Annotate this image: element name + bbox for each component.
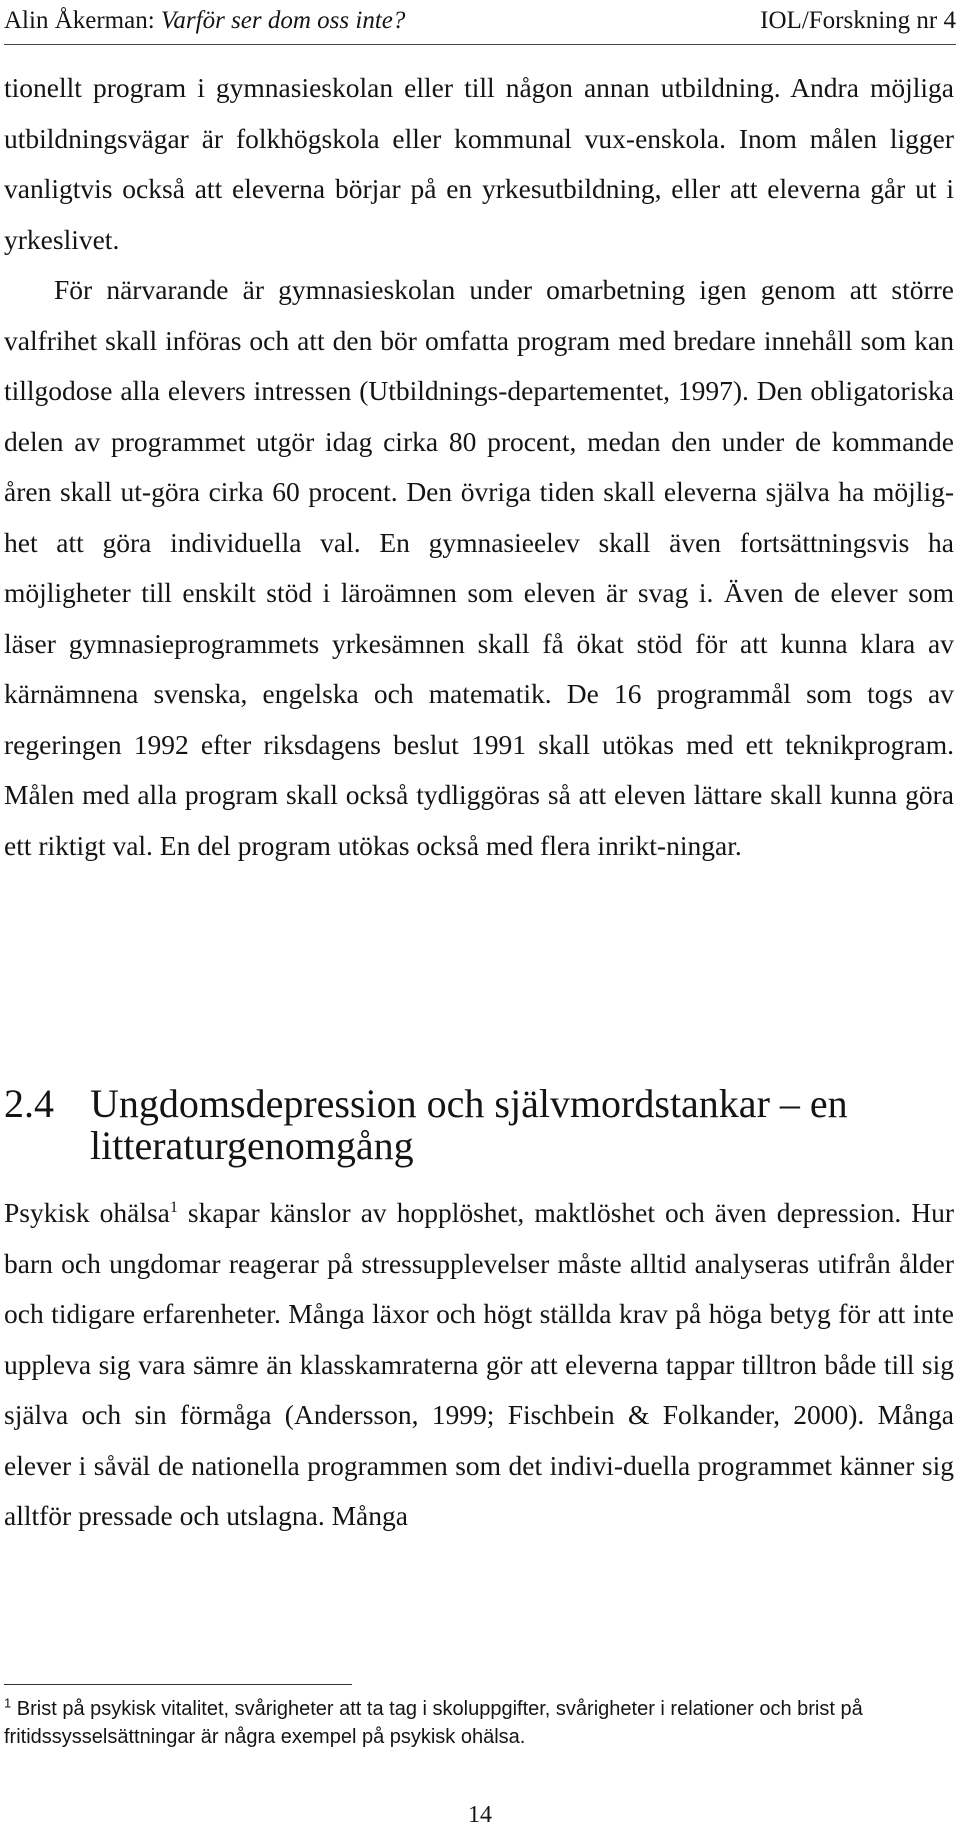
section-number: 2.4 (4, 1081, 54, 1126)
footnote (4, 1695, 954, 1751)
paragraph-curriculum: För närvarande är gymnasieskolan under omarbetning igen genom att större valfrihet skall införas och att den bör omfatta program med bredare innehåll som kan tillgodose alla elevers intressen (Utbildnings-departementet, 1997). Den obligatoriska delen av programmet utgör idag cirka 80 procent, medan den under de kommande åren skall ut-göra cirka 60 procent. Den övriga tiden skall eleverna själva ha möjlig-het att göra individuella val. En gymnasieelev skall även fortsättningsvis ha möjligheter till enskilt stöd i läroämnen som eleven är svag i. Även de elever som läser gymnasieprogrammets yrkesämnen skall få ökat stöd för att kunna klara av kärnämnena svenska, engelska och matematik. De 16 programmål som togs av regeringen 1992 efter riksdagens beslut 1991 skall utökas med ett teknikprogram. Målen med alla program skall också tydliggöras så att eleven lättare skall kunna göra ett riktigt val. En del program utökas också med flera inrikt-ningar. (4, 274, 954, 861)
footnote-separator (4, 1684, 352, 1685)
footnote-reference[interactable]: 1 (169, 1198, 178, 1216)
paragraph-start: Psykisk ohälsa (4, 1197, 170, 1228)
paragraph-mental-health (4, 1188, 954, 1542)
header-series: IOL/Forskning nr 4 (760, 7, 956, 34)
footnote-text: Brist på psykisk vitalitet, svårigheter att ta tag i skoluppgifter, svårigheter i relationer och brist på fritidssysselsättningar är några exempel på psykisk ohälsa. (4, 1698, 863, 1748)
header-author: Alin Åkerman: (4, 7, 161, 34)
header-rule (4, 44, 956, 45)
section-heading (4, 1083, 954, 1167)
page-number: 14 (468, 1802, 492, 1828)
paragraph-rest: skapar känslor av hopplöshet, maktlöshet och även depression. Hur barn och ungdomar reagerar på stressupplevelser måste alltid analyseras utifrån ålder och tidigare erfarenheter. Många läxor och högt ställda krav på höga betyg för att inte uppleva sig vara sämre än klasskamraterna gör att eleverna tappar tilltron både till sig själva och sin förmåga (Andersson, 1999; Fischbein & Folkander, 2000). Många elever i såväl de nationella programmen som det indivi-duella programmet känner sig alltför pressade och utslagna. Många (4, 1197, 955, 1531)
running-header (4, 4, 956, 38)
section-title: Ungdomsdepression och självmordstankar – en litteraturgenomgång (90, 1081, 848, 1168)
header-author-title (4, 4, 405, 38)
header-work-title: Varför ser dom oss inte? (160, 7, 406, 34)
paragraph-continued: tionellt program i gymnasieskolan eller till någon annan utbildning. Andra möjliga utbildningsvägar är folkhögskola eller kommunal vux-enskola. Inom målen ligger vanligtvis också att eleverna börjar på en yrkesutbildning, eller att eleverna går ut i yrkeslivet. (4, 72, 954, 255)
footnote-marker: 1 (4, 1695, 12, 1711)
